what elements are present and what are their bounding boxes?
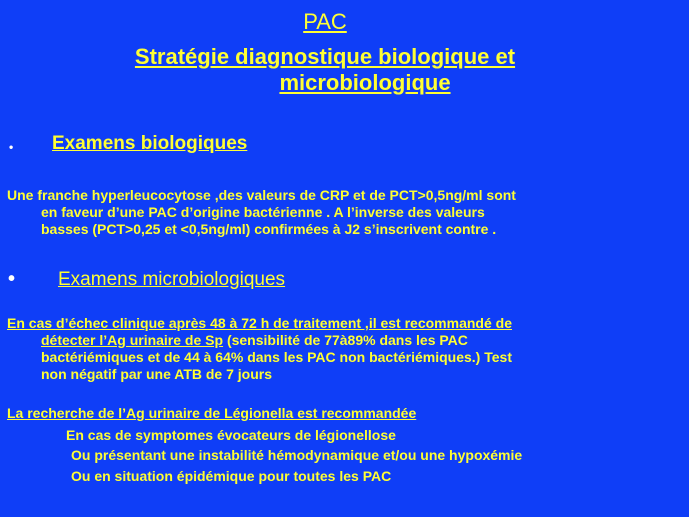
paragraph-micro-line-2-rest: (sensibilité de 77à89% dans les PAC [223,332,468,348]
paragraph-biologiques-line-1: Une franche hyperleucocytose ,des valeurs de CRP et de PCT>0,5ng/ml sont [7,187,516,203]
subtitle-line-1: Stratégie diagnostique biologique et [134,44,516,69]
paragraph-microbiologiques [7,315,677,383]
slide-title: PAC [303,9,347,34]
subtitle-line-2: microbiologique [279,70,451,95]
legionella-item-1: En cas de symptomes évocateurs de légionellose [66,427,396,443]
bullet-microbiologiques: • [8,268,16,290]
paragraph-micro-line-4: non négatif par une ATB de 7 jours [41,366,273,382]
paragraph-micro-line-2-underlined: détecter l’Ag urinaire de Sp [41,332,224,348]
heading-examens-microbiologiques: Examens microbiologiques [58,269,286,290]
legionella-recommendation: La recherche de l’Ag urinaire de Légionella est recommandée [7,405,417,421]
paragraph-micro-line-2 [7,332,677,349]
legionella-item-3: Ou en situation épidémique pour toutes les PAC [71,468,392,484]
heading-examens-biologiques: Examens biologiques [52,133,248,154]
bullet-biologiques: • [9,140,14,154]
paragraph-micro-line-3: bactériémiques et de 44 à 64% dans les PAC non bactériémiques.) Test [41,349,512,365]
paragraph-biologiques-line-2: en faveur d’une PAC d’origine bactérienne . A l’inverse des valeurs [41,204,485,220]
paragraph-micro-line-1: En cas d’échec clinique après 48 à 72 h de traitement ,il est recommandé de [7,315,512,331]
legionella-item-2: Ou présentant une instabilité hémodynamique et/ou une hypoxémie [71,447,523,463]
paragraph-biologiques [7,187,677,238]
slide-subtitle [60,44,590,96]
paragraph-biologiques-line-3: basses (PCT>0,25 et <0,5ng/ml) confirmées à J2 s’inscrivent contre . [41,221,497,237]
